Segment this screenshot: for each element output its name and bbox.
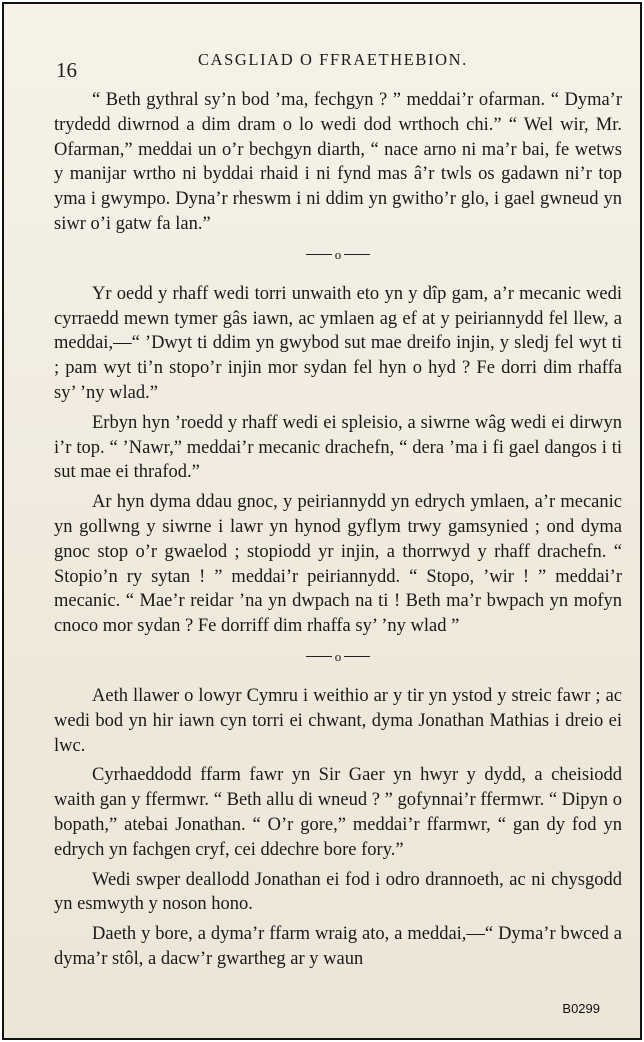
running-head: CASGLIAD O FFRAETHEBION. [198,50,468,69]
section-divider-1 [54,247,622,262]
divider-symbol: o [334,246,342,262]
paragraph-7: Wedi swper deallodd Jonathan ei fod i odro drannoeth, ac ni chysgodd yn esmwyth y noson hono. [54,869,622,915]
paragraph-8: Daeth y bore, a dyma’r ffarm wraig ato, a meddai,—“ Dyma’r bwced a dyma’r stôl, a dacw’r gwartheg ar y waun [54,924,622,970]
book-page [4,4,640,1038]
page-header [48,48,620,82]
paragraph-3: Erbyn hyn ’roedd y rhaff wedi ei spleisio, a siwrne wâg wedi ei dirwyn i’r top. “ ’Nawr,” meddai’r mecanic drachefn, “ dera ’ma i fi gael dangos i ti sut mae ei thrafod.” [54,412,622,483]
paragraph-5: Aeth llawer o lowyr Cymru i weithio ar y tir yn ystod y streic fawr ; ac wedi bod yn hir iawn cyn torri ei chwant, dyma Jonathan Mathias i dreio ei lwc. [54,686,622,756]
catalogue-id: B0299 [562,1001,600,1016]
divider-symbol: o [334,649,342,665]
page-number: 16 [56,58,77,82]
paragraph-6: Cyrhaeddodd ffarm fawr yn Sir Gaer yn hwyr y dydd, a cheisiodd waith gan y ffermwr. “ Beth allu di wneud ? ” gofynnai’r ffermwr. “ Dipyn o bopath,” atebai Jonathan. “ O’r gore,” meddai’r ffarmwr, “ gan dy fod yn edrych yn fachgen cryf, cei ddechre bore fory.” [54,765,622,860]
paragraph-2: Yr oedd y rhaff wedi torri unwaith eto yn y dîp gam, a’r mecanic wedi cyrraedd mewn tymer gâs iawn, ac ymlaen ag ef at y peiriannydd fel llew, a meddai,—“ ’Dwyt ti ddim yn gwybod sut mae dreifo injin, y sledj fel wyt ti ; pam wyt ti’n stopo’r injin mor sydan fel hyn o hyd ? Fe dorri dim rhaffa sy’ ’ny wlad.” [54,283,622,404]
section-divider-2 [54,649,622,664]
paragraph-1: “ Beth gythral sy’n bod ’ma, fechgyn ? ” meddai’r ofarman. “ Dyma’r trydedd diwrnod a dim dram o lo wedi dod wrthoch chi.” “ Wel wir, Mr. Ofarman,” meddai un o’r bechgyn diarth, “ nace arno ni ma’r bai, fe wetws y manijar wrtho ni byddai rhaid i ni fynd mas â’r twls os gadawn ni’r top yma i gwympo. Dyna’r rheswm i ni ddim yn gwitho’r glo, i gael gwneud yn siwr o’i gatw fa lan.” [54,90,622,234]
page-body [54,88,622,977]
scan-frame [2,2,642,1040]
paragraph-4: Ar hyn dyma ddau gnoc, y peiriannydd yn edrych ymlaen, a’r mecanic yn gollwng y siwrne i lawr yn hynod gyflym trwy gamsynied ; ond dyma gnoc stop o’r gwaelod ; stopiodd yr injin, a thorrwyd y rhaff drachefn. “ Stopio’n ry sytan ! ” meddai’r peiriannydd. “ Stopo, ’wir ! ” meddai’r mecanic. “ Mae’r reidar ’na yn dwpach na ti ! Beth ma’r bwpach yn mofyn cnoco mor sydan ? Fe dorriff dim rhaffa sy’ ’ny wlad ” [54,492,622,637]
